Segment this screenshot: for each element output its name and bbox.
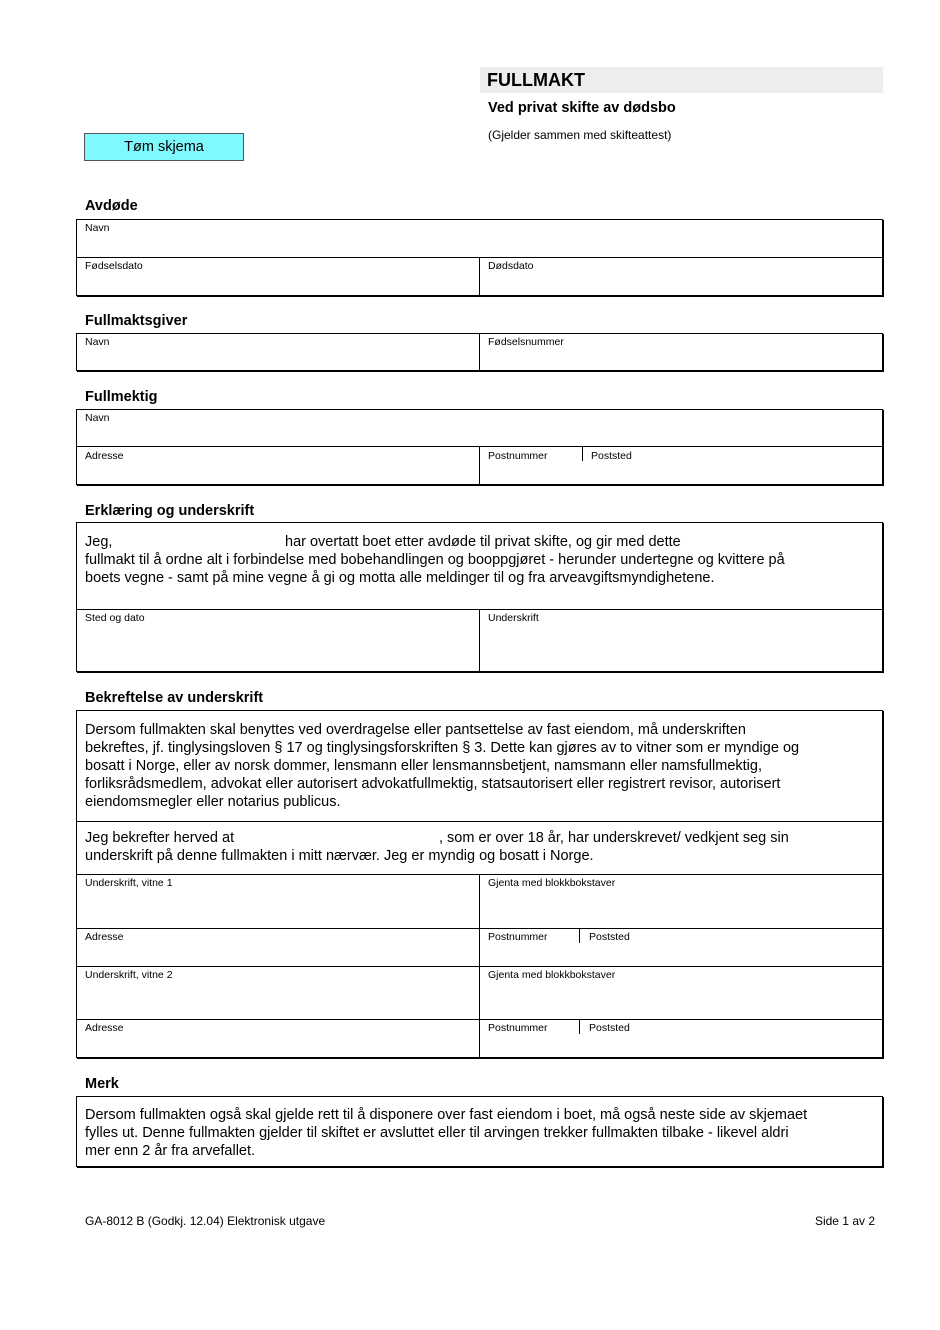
merk-line3: mer enn 2 år fra arvefallet. <box>85 1143 256 1159</box>
avdode-navn-label: Navn <box>85 222 110 234</box>
avdode-fodselsdato-label: Fødselsdato <box>85 260 143 272</box>
divider <box>479 446 480 485</box>
fullmektig-poststed-label: Poststed <box>591 450 632 462</box>
bekreftelse-p1-line2: bekreftes, jf. tinglysingsloven § 17 og tinglysingsforskriften § 3. Dette kan gjøres av to vitner som er myndige og <box>85 740 800 756</box>
avdode-dodsdato-label: Dødsdato <box>488 260 534 272</box>
vitne2-poststed-label: Poststed <box>589 1022 630 1034</box>
sted-dato-label: Sted og dato <box>85 612 145 624</box>
vitne1-postnummer-input[interactable] <box>488 945 579 965</box>
vitne2-postnummer-input[interactable] <box>488 1036 579 1056</box>
underskrift-input[interactable] <box>488 628 880 666</box>
vitne1-blokk-input[interactable] <box>488 893 880 925</box>
bekreftelse-person-input[interactable] <box>250 829 440 849</box>
fullmektig-navn-input[interactable] <box>85 426 879 446</box>
bekreftelse-p1-line3: bosatt i Norge, eller av norsk dommer, lensmann eller lensmannsbetjent, namsmann eller namsfullmektig, <box>85 758 762 774</box>
page-title: FULLMAKT <box>487 70 585 90</box>
form-id: GA-8012 B (Godkj. 12.04) Elektronisk utgave <box>85 1214 326 1228</box>
erklaering-line1: har overtatt boet etter avdøde til privat skifte, og gir med dette <box>285 534 681 550</box>
vitne2-label: Underskrift, vitne 2 <box>85 969 173 981</box>
section-fullmektig-heading: Fullmektig <box>85 389 158 405</box>
bekreftelse-p1-line1: Dersom fullmakten skal benyttes ved overdragelse eller pantsettelse av fast eiendom, må underskriften <box>85 722 746 738</box>
divider <box>479 333 480 371</box>
vitne2-adresse-input[interactable] <box>85 1036 477 1056</box>
vitne2-poststed-input[interactable] <box>589 1036 880 1056</box>
divider <box>76 821 883 822</box>
fullmaktsgiver-fodselsnummer-label: Fødselsnummer <box>488 336 564 348</box>
vitne1-poststed-label: Poststed <box>589 931 630 943</box>
fullmektig-adresse-input[interactable] <box>85 464 477 484</box>
vitne2-postnummer-label: Postnummer <box>488 1022 548 1034</box>
fullmektig-poststed-input[interactable] <box>591 464 880 484</box>
erklaering-line2: fullmakt til å ordne alt i forbindelse med bobehandlingen og booppgjøret - herunder undertegne og kvittere på <box>85 552 785 568</box>
section-merk-heading: Merk <box>85 1076 119 1092</box>
fullmaktsgiver-fodselsnummer-input[interactable] <box>488 350 880 370</box>
divider <box>76 928 883 929</box>
vitne2-input[interactable] <box>85 985 477 1017</box>
erklaering-line3: boets vegne - samt på mine vegne å gi og motta alle meldinger til og fra arveavgiftsmyndighetene. <box>85 570 715 586</box>
avdode-fodselsdato-input[interactable] <box>85 274 477 294</box>
bekreftelse-p2-line2: underskrift på denne fullmakten i mitt nærvær. Jeg er myndig og bosatt i Norge. <box>85 848 594 864</box>
fullmaktsgiver-navn-input[interactable] <box>85 350 477 370</box>
section-fullmaktsgiver-heading: Fullmaktsgiver <box>85 313 188 329</box>
fullmektig-adresse-label: Adresse <box>85 450 124 462</box>
page-number: Side 1 av 2 <box>814 1214 875 1228</box>
divider <box>579 928 580 943</box>
page-note: (Gjelder sammen med skifteattest) <box>488 128 672 142</box>
vitne2-adresse-label: Adresse <box>85 1022 124 1034</box>
divider <box>582 446 583 461</box>
fullmektig-postnummer-label: Postnummer <box>488 450 548 462</box>
vitne1-adresse-input[interactable] <box>85 945 477 965</box>
fullmektig-postnummer-input[interactable] <box>488 464 582 484</box>
vitne1-blokk-label: Gjenta med blokkbokstaver <box>488 877 616 889</box>
bekreftelse-p1-line5: eiendomsmegler eller notarius publicus. <box>85 794 341 810</box>
avdode-navn-input[interactable] <box>85 236 879 256</box>
fullmaktsgiver-navn-label: Navn <box>85 336 110 348</box>
bekreftelse-p1-line4: forliksrådsmedlem, advokat eller autorisert advokatfullmektig, statsautorisert eller registrert revisor, autorisert <box>85 776 781 792</box>
clear-form-button[interactable]: Tøm skjema <box>84 133 244 161</box>
vitne1-input[interactable] <box>85 893 477 925</box>
vitne2-blokk-input[interactable] <box>488 985 880 1017</box>
divider <box>479 609 480 672</box>
section-erklaering-heading: Erklæring og underskrift <box>85 503 255 519</box>
section-avdode-heading: Avdøde <box>85 198 138 214</box>
avdode-dodsdato-input[interactable] <box>488 274 880 294</box>
vitne2-blokk-label: Gjenta med blokkbokstaver <box>488 969 616 981</box>
divider <box>76 966 883 967</box>
vitne1-label: Underskrift, vitne 1 <box>85 877 173 889</box>
section-bekreftelse-heading: Bekreftelse av underskrift <box>85 690 264 706</box>
merk-line2: fylles ut. Denne fullmakten gjelder til skiftet er avsluttet eller til arvingen trekker fullmakten tilbake - likevel aldri <box>85 1125 789 1141</box>
underskrift-label: Underskrift <box>488 612 539 624</box>
vitne1-adresse-label: Adresse <box>85 931 124 943</box>
erklaering-jeg: Jeg, <box>85 534 113 550</box>
sted-dato-input[interactable] <box>85 628 477 666</box>
vitne1-postnummer-label: Postnummer <box>488 931 548 943</box>
fullmektig-navn-label: Navn <box>85 412 110 424</box>
page-subtitle: Ved privat skifte av dødsbo <box>488 100 676 116</box>
divider <box>479 257 480 296</box>
divider <box>579 1019 580 1034</box>
bekreftelse-p2-start: Jeg bekrefter herved at <box>85 830 235 846</box>
erklaering-name-input[interactable] <box>118 533 286 553</box>
divider <box>76 1019 883 1020</box>
merk-line1: Dersom fullmakten også skal gjelde rett til å disponere over fast eiendom i boet, må også neste side av skjemaet <box>85 1107 808 1123</box>
vitne1-poststed-input[interactable] <box>589 945 880 965</box>
bekreftelse-p2-rest: , som er over 18 år, har underskrevet/ vedkjent seg sin <box>439 830 789 846</box>
